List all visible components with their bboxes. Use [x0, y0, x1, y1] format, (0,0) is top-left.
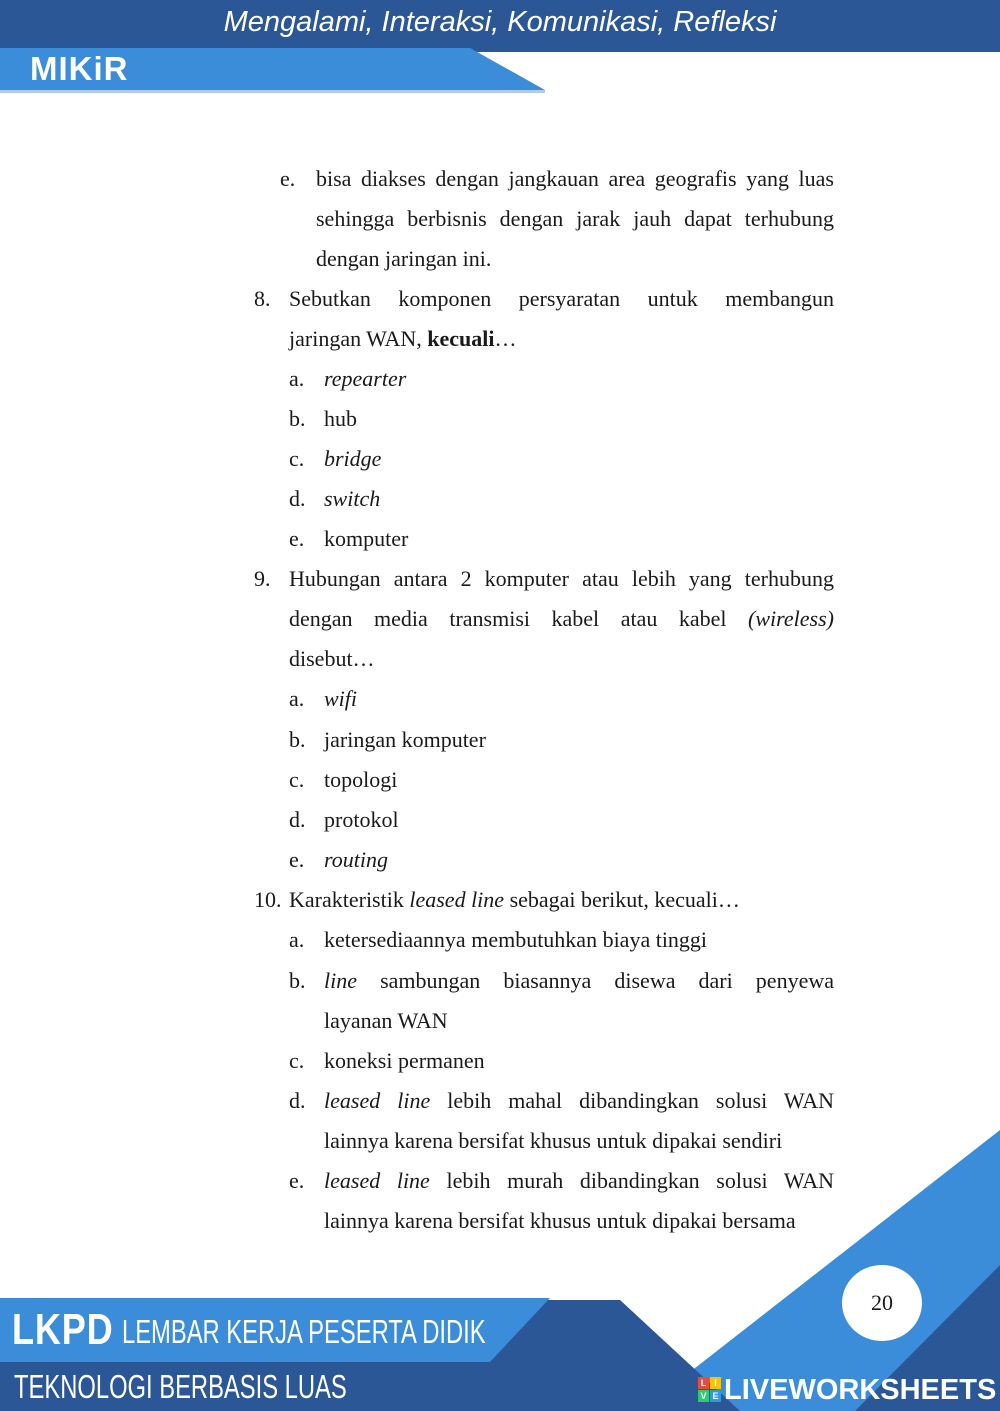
- emphasis-kecuali: kecuali: [427, 326, 495, 351]
- option-marker: e.: [289, 526, 305, 551]
- question-number: 9.: [254, 566, 271, 591]
- q10-option-d: leased line lebih mahal dibandingkan solusi WAN: [324, 1088, 834, 1113]
- option-marker: e.: [289, 1168, 305, 1193]
- header-divider: [0, 90, 545, 93]
- option-text-line: sehingga berbisnis dengan jarak jauh dapat terhubung: [316, 206, 834, 231]
- question-text-line: Hubungan antara 2 komputer atau lebih yang terhubung: [289, 566, 834, 591]
- q9-option-e: routing: [324, 847, 388, 872]
- footer-subtitle: LEMBAR KERJA PESERTA DIDIK: [122, 1313, 486, 1350]
- q10-option-d-line2: lainnya karena bersifat khusus untuk dipakai sendiri: [324, 1128, 783, 1153]
- q10-option-c: koneksi permanen: [324, 1048, 485, 1073]
- footer-course-title: TEKNOLOGI BERBASIS LUAS: [14, 1368, 347, 1405]
- q8-option-e: komputer: [324, 526, 409, 551]
- option-marker: c.: [289, 767, 305, 792]
- option-marker: d.: [289, 486, 306, 511]
- liveworksheets-text: LIVEWORKSHEETS: [724, 1373, 997, 1406]
- question-number: 8.: [254, 286, 271, 311]
- question-text-line: Karakteristik leased line sebagai berikut, kecuali…: [289, 887, 740, 912]
- question-text-line: jaringan WAN, kecuali…: [289, 326, 517, 351]
- q10-option-b: line sambungan biasannya disewa dari penyewa: [324, 968, 834, 993]
- option-marker: a.: [289, 686, 305, 711]
- question-text-line: disebut…: [289, 646, 375, 671]
- option-marker: e.: [280, 166, 296, 191]
- page-number: 20: [842, 1265, 922, 1341]
- q8-option-d: switch: [324, 486, 381, 511]
- q9-option-c: topologi: [324, 767, 398, 792]
- lkpd-logo: LKPD: [12, 1305, 114, 1354]
- q9-option-a: wifi: [324, 686, 358, 711]
- liveworksheets-watermark: [698, 1374, 996, 1406]
- option-text-line: bisa diakses dengan jangkauan area geografis yang luas: [316, 166, 834, 191]
- q10-option-a: ketersediaannya membutuhkan biaya tinggi: [324, 927, 708, 952]
- q8-option-b: hub: [324, 406, 357, 431]
- q10-option-b-line2: layanan WAN: [324, 1008, 448, 1033]
- option-marker: c.: [289, 1048, 305, 1073]
- option-marker: d.: [289, 807, 306, 832]
- option-marker: b.: [289, 727, 306, 752]
- liveworksheets-icon: L I V E: [698, 1377, 722, 1403]
- question-number: 10.: [254, 887, 282, 912]
- option-marker: e.: [289, 847, 305, 872]
- option-marker: a.: [289, 927, 305, 952]
- q9-option-b: jaringan komputer: [324, 727, 486, 752]
- option-marker: b.: [289, 968, 306, 993]
- q10-option-e-line2: lainnya karena bersifat khusus untuk dipakai bersama: [324, 1208, 796, 1233]
- option-marker: b.: [289, 406, 306, 431]
- q9-option-d: protokol: [324, 807, 399, 832]
- option-marker: a.: [289, 366, 305, 391]
- mikir-logo: MIKiR: [30, 50, 129, 87]
- q10-option-e: leased line lebih murah dibandingkan solusi WAN: [324, 1168, 834, 1193]
- option-marker: c.: [289, 446, 305, 471]
- q8-option-a: repearter: [324, 366, 407, 391]
- question-text-line: dengan media transmisi kabel atau kabel (wireless): [289, 606, 834, 631]
- header-tagline: Mengalami, Interaksi, Komunikasi, Refleksi: [223, 6, 777, 38]
- option-marker: d.: [289, 1088, 306, 1113]
- q8-option-c: bridge: [324, 446, 382, 471]
- question-text-line: Sebutkan komponen persyaratan untuk membangun: [289, 286, 834, 311]
- option-text-line: dengan jaringan ini.: [316, 246, 492, 271]
